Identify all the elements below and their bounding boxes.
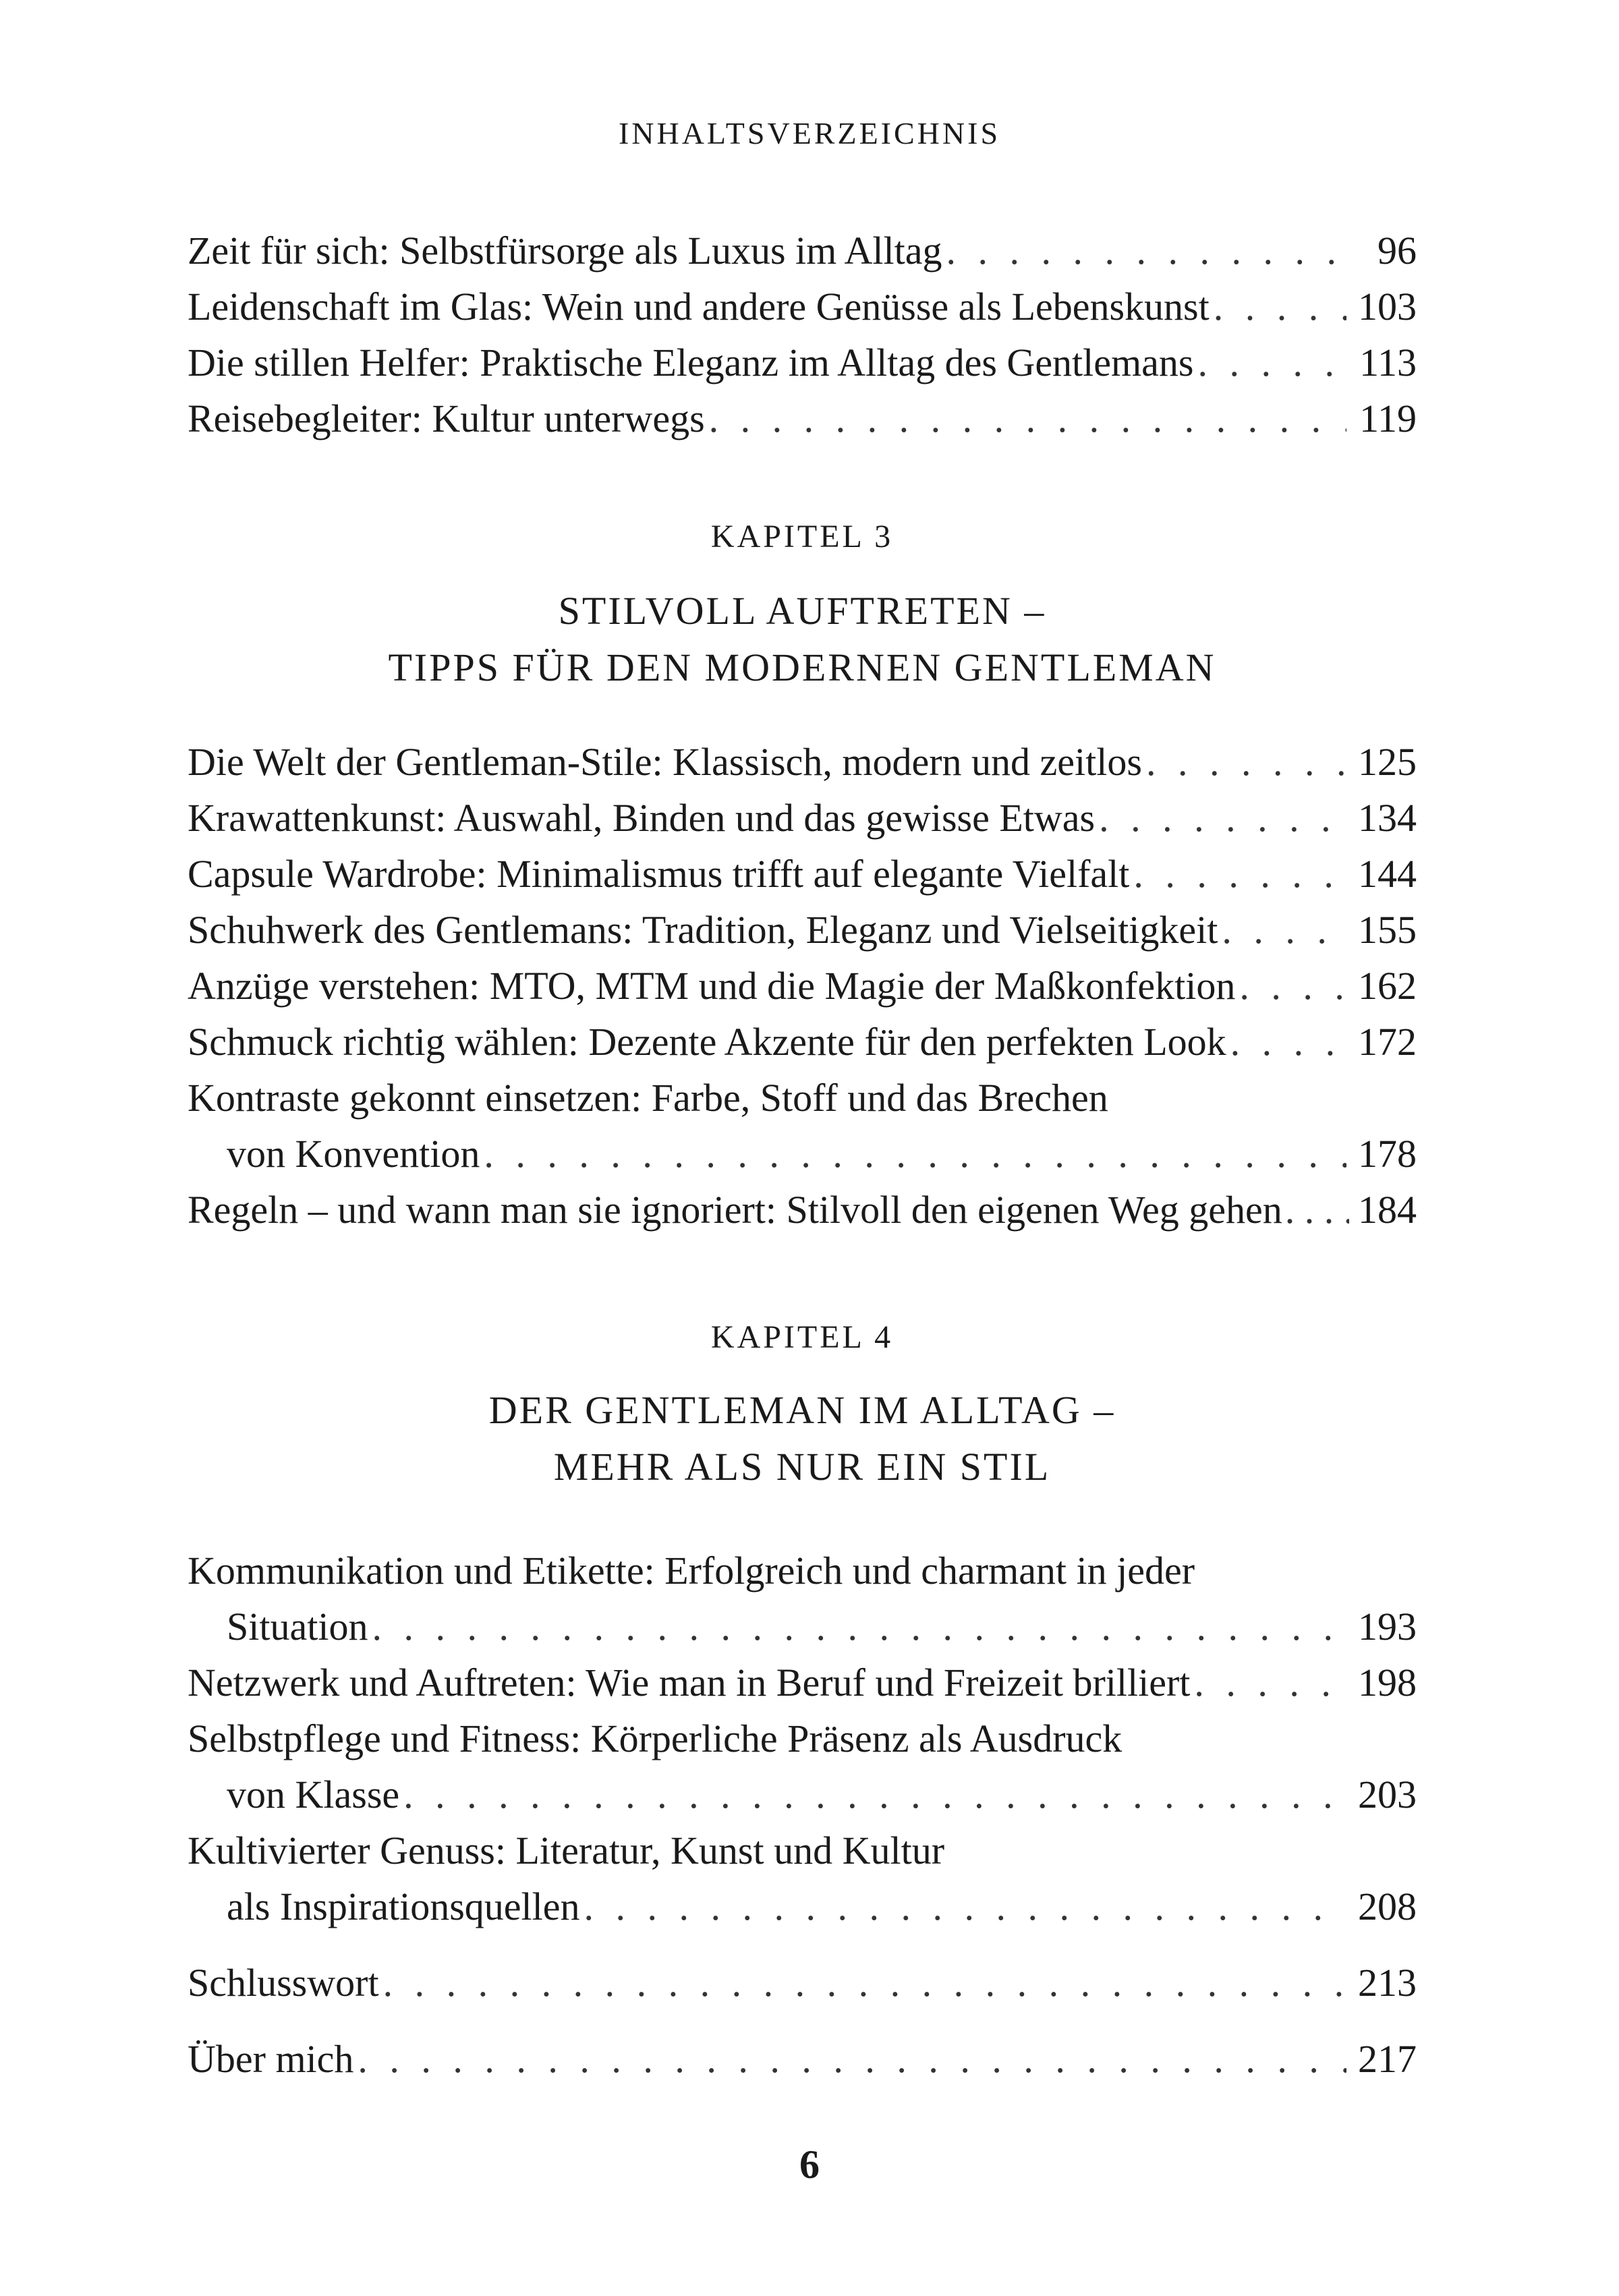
- toc-entry-page: 134: [1358, 796, 1417, 840]
- leader-dots: [1230, 1014, 1346, 1070]
- leader-dots: [584, 1878, 1346, 1934]
- toc-entry[interactable]: [188, 279, 1417, 335]
- toc-entry[interactable]: [188, 734, 1417, 790]
- toc-entry-schlusswort[interactable]: [188, 1955, 1417, 2011]
- toc-entry-continuation[interactable]: [188, 1878, 1417, 1934]
- page-number: 6: [799, 2142, 820, 2187]
- toc-entry-title-continued: Situation: [227, 1605, 368, 1648]
- toc-entry-title: Über mich: [188, 2037, 354, 2081]
- toc-entry-title: Kommunikation und Etikette: Erfolgreich und charmant in jeder: [188, 1549, 1195, 1592]
- toc-entry-page: 203: [1358, 1773, 1417, 1816]
- toc-entry[interactable]: [188, 846, 1417, 902]
- leader-dots: [358, 2031, 1346, 2087]
- leader-dots: [383, 1955, 1346, 2011]
- chapter-title-line-1: DER GENTLEMAN IM ALLTAG –: [488, 1388, 1116, 1432]
- leader-dots: [484, 1126, 1346, 1182]
- toc-entry-title: Capsule Wardrobe: Minimalismus trifft auf elegante Vielfalt: [188, 852, 1130, 896]
- toc-entry[interactable]: [188, 1014, 1417, 1070]
- toc-entry-page: 113: [1359, 341, 1417, 384]
- toc-entry[interactable]: [188, 1182, 1417, 1238]
- leader-dots: [1285, 1182, 1349, 1238]
- running-head: INHALTSVERZEICHNIS: [618, 116, 1001, 150]
- leader-dots: [1133, 846, 1346, 902]
- toc-entry-page: 96: [1377, 229, 1417, 272]
- toc-entry-first-line[interactable]: [188, 1543, 1417, 1599]
- toc-entry[interactable]: [188, 335, 1417, 391]
- toc-entry-page: 103: [1358, 285, 1417, 328]
- toc-entry-page: 119: [1359, 397, 1417, 440]
- toc-group-continuation: [188, 223, 1417, 447]
- leader-dots: [1197, 335, 1346, 391]
- toc-entry-page: 172: [1358, 1020, 1417, 1064]
- toc-entry-title: Zeit für sich: Selbstfürsorge als Luxus im Alltag: [188, 229, 942, 272]
- toc-entry-page: 162: [1358, 964, 1417, 1008]
- toc-entry-page: 178: [1358, 1132, 1417, 1176]
- toc-entry-page: 193: [1358, 1605, 1417, 1648]
- toc-entry-title: Reisebegleiter: Kultur unterwegs: [188, 397, 705, 440]
- toc-entry[interactable]: [188, 391, 1417, 447]
- table-of-contents: [188, 223, 1417, 2087]
- toc-entry-page: 155: [1358, 908, 1417, 952]
- toc-entry-title: Kultivierter Genuss: Literatur, Kunst und Kultur: [188, 1829, 945, 1872]
- toc-group-closing: [188, 1955, 1417, 2087]
- leader-dots: [1222, 902, 1346, 958]
- chapter-title-line-1: STILVOLL AUFTRETEN –: [558, 589, 1046, 633]
- toc-entry[interactable]: [188, 958, 1417, 1014]
- toc-entry[interactable]: [188, 902, 1417, 958]
- toc-entry-title: Anzüge verstehen: MTO, MTM und die Magie der Maßkonfektion: [188, 964, 1236, 1008]
- chapter-title-line-2: MEHR ALS NUR EIN STIL: [553, 1445, 1051, 1489]
- toc-entry-title-continued: von Konvention: [227, 1132, 480, 1176]
- toc-group-chapter-4: [188, 1543, 1417, 1934]
- toc-entry-title: Schlusswort: [188, 1961, 379, 2005]
- chapter-title-line-2: TIPPS FÜR DEN MODERNEN GENTLEMAN: [388, 645, 1216, 689]
- toc-entry-page: 144: [1358, 852, 1417, 896]
- toc-entry[interactable]: [188, 790, 1417, 846]
- chapter-4-heading: [188, 1317, 1417, 1495]
- toc-entry-page: 125: [1358, 740, 1417, 784]
- toc-entry-page: 184: [1358, 1188, 1417, 1232]
- leader-dots: [946, 223, 1346, 279]
- toc-group-chapter-3: [188, 734, 1417, 1238]
- leader-dots: [709, 391, 1346, 447]
- toc-entry-continuation[interactable]: [188, 1599, 1417, 1655]
- toc-entry-continuation[interactable]: [188, 1767, 1417, 1823]
- toc-entry-title-continued: als Inspirationsquellen: [227, 1885, 580, 1928]
- leader-dots: [1194, 1655, 1346, 1711]
- chapter-label: KAPITEL 3: [710, 519, 894, 554]
- toc-entry-ueber-mich[interactable]: [188, 2031, 1417, 2087]
- toc-entry-title: Krawattenkunst: Auswahl, Binden und das gewisse Etwas: [188, 796, 1096, 840]
- toc-entry-title: Schuhwerk des Gentlemans: Tradition, Eleganz und Vielseitigkeit: [188, 908, 1218, 952]
- toc-entry-first-line[interactable]: [188, 1823, 1417, 1878]
- leader-dots: [403, 1767, 1346, 1823]
- toc-entry-title: Die Welt der Gentleman-Stile: Klassisch, modern und zeitlos: [188, 740, 1142, 784]
- toc-entry-title: Regeln – und wann man sie ignoriert: Stilvoll den eigenen Weg gehen: [188, 1188, 1282, 1232]
- toc-entry-title-continued: von Klasse: [227, 1773, 400, 1816]
- chapter-label: KAPITEL 4: [710, 1319, 894, 1355]
- leader-dots: [372, 1599, 1346, 1655]
- toc-entry-first-line[interactable]: [188, 1711, 1417, 1767]
- toc-entry[interactable]: [188, 223, 1417, 279]
- toc-entry-title: Schmuck richtig wählen: Dezente Akzente für den perfekten Look: [188, 1020, 1226, 1064]
- toc-entry-title: Selbstpflege und Fitness: Körperliche Präsenz als Ausdruck: [188, 1717, 1123, 1760]
- toc-entry-title: Leidenschaft im Glas: Wein und andere Genüsse als Lebenskunst: [188, 285, 1210, 328]
- toc-entry-page: 208: [1358, 1885, 1417, 1928]
- leader-dots: [1214, 279, 1346, 335]
- toc-entry-page: 217: [1358, 2037, 1417, 2081]
- leader-dots: [1146, 734, 1346, 790]
- toc-entry-page: 213: [1358, 1961, 1417, 2005]
- toc-entry-title: Die stillen Helfer: Praktische Eleganz im Alltag des Gentlemans: [188, 341, 1194, 384]
- toc-entry-title: Kontraste gekonnt einsetzen: Farbe, Stoff und das Brechen: [188, 1076, 1108, 1120]
- toc-entry-page: 198: [1358, 1661, 1417, 1704]
- chapter-3-heading: [188, 517, 1417, 696]
- toc-entry[interactable]: [188, 1655, 1417, 1711]
- leader-dots: [1239, 958, 1346, 1014]
- toc-entry-first-line[interactable]: [188, 1070, 1417, 1126]
- leader-dots: [1099, 790, 1346, 846]
- toc-entry-title: Netzwerk und Auftreten: Wie man in Beruf und Freizeit brilliert: [188, 1661, 1191, 1704]
- toc-entry-continuation[interactable]: [188, 1126, 1417, 1182]
